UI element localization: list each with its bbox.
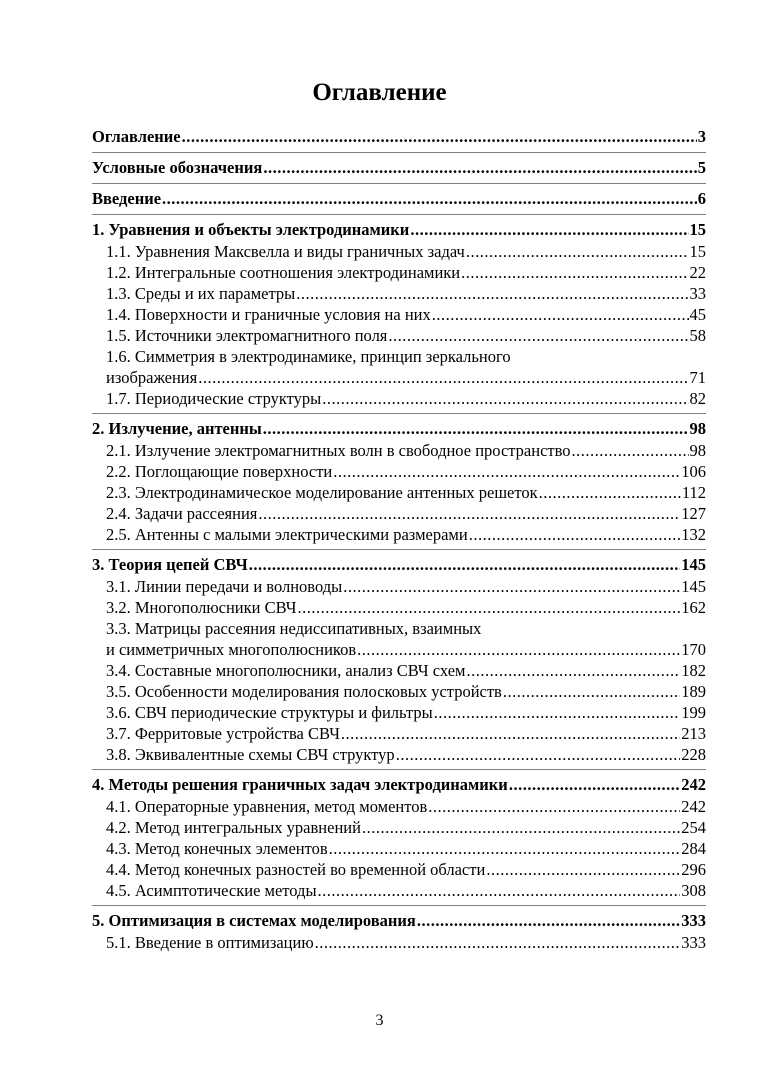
toc-entry-page: 106 [681, 462, 706, 481]
toc-subentry[interactable] [92, 681, 706, 702]
toc-entry-page: 145 [681, 577, 706, 596]
dot-leader [298, 597, 681, 618]
toc-subentry[interactable] [92, 482, 706, 503]
toc-subentry[interactable] [92, 660, 706, 681]
toc-entry[interactable] [92, 774, 706, 796]
toc-entry-label: изображения [106, 368, 198, 387]
toc-entry-label: Оглавление [92, 127, 181, 146]
toc-entry-label: 5. Оптимизация в системах моделирования [92, 911, 416, 930]
toc-entry-page: 82 [689, 389, 706, 408]
toc-entry-label: 2. Излучение, антенны [92, 419, 262, 438]
toc-subentry[interactable] [92, 859, 706, 880]
toc-section [92, 184, 706, 215]
dot-leader [318, 880, 681, 901]
toc-entry-page: 242 [681, 797, 706, 816]
toc-subentry-continuation[interactable] [92, 367, 706, 388]
toc-subentry[interactable] [92, 304, 706, 325]
dot-leader [503, 681, 680, 702]
toc-subentry-first-line[interactable]: 1.6. Симметрия в электродинамике, принцип зеркального [106, 347, 511, 366]
toc-entry-label: 3.4. Составные многополюсники, анализ СВЧ схем [106, 661, 466, 680]
dot-leader [329, 838, 681, 859]
toc-subentry[interactable] [92, 503, 706, 524]
toc-subentry-continuation[interactable] [92, 639, 706, 660]
toc-entry-label: Введение [92, 189, 162, 208]
toc-section [92, 550, 706, 770]
toc-entry-page: 333 [681, 911, 706, 930]
dot-leader [461, 262, 688, 283]
toc-entry-page: 162 [681, 598, 706, 617]
toc-entry-page: 145 [681, 555, 706, 574]
dot-leader [249, 554, 681, 576]
toc-entry-label: 2.2. Поглощающие поверхности [106, 462, 333, 481]
toc-subentry[interactable] [92, 702, 706, 723]
toc-entry-page: 254 [681, 818, 706, 837]
page-number: 3 [375, 1012, 384, 1029]
toc-section [92, 153, 706, 184]
toc-entry-label: 4.4. Метод конечных разностей во временной области [106, 860, 486, 879]
toc-entry-label: 3.2. Многополюсники СВЧ [106, 598, 297, 617]
toc-entry-label: 2.5. Антенны с малыми электрическими размерами [106, 525, 468, 544]
toc-section [92, 215, 706, 414]
toc-entry[interactable] [92, 554, 706, 576]
dot-leader [333, 461, 680, 482]
toc-section [92, 414, 706, 550]
toc-subentry[interactable] [92, 524, 706, 545]
toc-entry-page: 199 [681, 703, 706, 722]
toc-entry-label: 1.4. Поверхности и граничные условия на них [106, 305, 431, 324]
dot-leader [434, 702, 681, 723]
table-of-contents [92, 122, 706, 957]
dot-leader [315, 932, 681, 953]
toc-entry[interactable] [92, 188, 706, 210]
toc-subentry[interactable] [92, 262, 706, 283]
toc-entry-page: 189 [681, 682, 706, 701]
toc-entry-page: 284 [681, 839, 706, 858]
toc-entry[interactable] [92, 219, 706, 241]
toc-entry-label: 1.1. Уравнения Максвелла и виды граничных задач [106, 242, 465, 261]
dot-leader [322, 388, 688, 409]
page-title: Оглавление [312, 79, 447, 106]
toc-entry-label: 4. Методы решения граничных задач электродинамики [92, 775, 508, 794]
toc-entry-page: 333 [681, 933, 706, 952]
toc-entry-page: 182 [681, 661, 706, 680]
dot-leader [410, 219, 688, 241]
toc-entry-label: 1.3. Среды и их параметры [106, 284, 296, 303]
dot-leader [162, 188, 697, 210]
toc-entry-page: 15 [689, 220, 706, 239]
dot-leader [362, 817, 680, 838]
toc-subentry[interactable] [92, 461, 706, 482]
toc-subentry[interactable] [92, 932, 706, 953]
toc-subentry-first-line[interactable]: 3.3. Матрицы рассеяния недиссипативных, взаимных [106, 619, 482, 638]
dot-leader [432, 304, 689, 325]
toc-subentry[interactable] [92, 597, 706, 618]
dot-leader [388, 325, 688, 346]
toc-entry-label: 1.5. Источники электромагнитного поля [106, 326, 388, 345]
toc-subentry[interactable] [92, 880, 706, 901]
toc-entry-page: 58 [689, 326, 706, 345]
dot-leader [466, 660, 680, 681]
toc-entry-label: и симметричных многополюсников [106, 640, 357, 659]
toc-entry-page: 112 [681, 483, 706, 502]
toc-entry-label: 3.1. Линии передачи и волноводы [106, 577, 343, 596]
toc-subentry[interactable] [92, 838, 706, 859]
toc-entry-label: 4.1. Операторные уравнения, метод моментов [106, 797, 428, 816]
toc-entry[interactable] [92, 910, 706, 932]
toc-entry-label: 3.6. СВЧ периодические структуры и фильтры [106, 703, 433, 722]
toc-entry-label: 2.3. Электродинамическое моделирование антенных решеток [106, 483, 538, 502]
toc-entry-label: 4.3. Метод конечных элементов [106, 839, 328, 858]
toc-subentry[interactable] [92, 283, 706, 304]
toc-subentry[interactable] [92, 817, 706, 838]
toc-entry-page: 308 [681, 881, 706, 900]
dot-leader [469, 524, 681, 545]
toc-entry-page: 132 [681, 525, 706, 544]
toc-entry-page: 22 [689, 263, 706, 282]
dot-leader [428, 796, 680, 817]
dot-leader [296, 283, 688, 304]
dot-leader [198, 367, 688, 388]
toc-entry-label: 1.2. Интегральные соотношения электродинамики [106, 263, 461, 282]
toc-entry-label: 4.5. Асимптотические методы [106, 881, 317, 900]
toc-section [92, 122, 706, 153]
toc-entry-page: 6 [697, 189, 706, 208]
toc-entry-page: 127 [681, 504, 706, 523]
toc-entry[interactable] [92, 157, 706, 179]
dot-leader [263, 157, 696, 179]
toc-section [92, 770, 706, 906]
toc-subentry[interactable] [92, 388, 706, 409]
dot-leader [343, 576, 680, 597]
toc-entry-label: 2.1. Излучение электромагнитных волн в свободное пространство [106, 441, 571, 460]
dot-leader [341, 723, 680, 744]
dot-leader [357, 639, 680, 660]
toc-entry-page: 3 [697, 127, 706, 146]
toc-entry-page: 170 [681, 640, 706, 659]
dot-leader [258, 503, 680, 524]
toc-entry-page: 5 [697, 158, 706, 177]
toc-subentry[interactable] [92, 744, 706, 765]
toc-entry-label: 5.1. Введение в оптимизацию [106, 933, 314, 952]
toc-entry-label: 3.8. Эквивалентные схемы СВЧ структур [106, 745, 395, 764]
toc-entry-page: 228 [681, 745, 706, 764]
dot-leader [263, 418, 689, 440]
dot-leader [182, 126, 697, 148]
dot-leader [572, 440, 689, 461]
toc-entry[interactable] [92, 418, 706, 440]
toc-entry-label: 1. Уравнения и объекты электродинамики [92, 220, 410, 239]
toc-entry-label: 3.7. Ферритовые устройства СВЧ [106, 724, 340, 743]
dot-leader [486, 859, 680, 880]
toc-subentry[interactable] [92, 241, 706, 262]
dot-leader [539, 482, 681, 503]
toc-subentry[interactable] [92, 325, 706, 346]
toc-entry-page: 242 [681, 775, 706, 794]
toc-entry-page: 15 [689, 242, 706, 261]
toc-subentry[interactable] [92, 796, 706, 817]
toc-entry-page: 45 [689, 305, 706, 324]
toc-section [92, 906, 706, 957]
toc-entry-page: 33 [689, 284, 706, 303]
toc-entry-page: 98 [689, 441, 706, 460]
dot-leader [417, 910, 680, 932]
toc-subentry[interactable] [92, 576, 706, 597]
toc-entry-label: 1.7. Периодические структуры [106, 389, 322, 408]
toc-entry-page: 296 [681, 860, 706, 879]
toc-subentry[interactable] [92, 440, 706, 461]
toc-entry-page: 98 [689, 419, 706, 438]
toc-entry-page: 213 [681, 724, 706, 743]
toc-entry-label: 3.5. Особенности моделирования полосковых устройств [106, 682, 502, 701]
toc-entry-label: 2.4. Задачи рассеяния [106, 504, 258, 523]
dot-leader [466, 241, 689, 262]
toc-entry-label: Условные обозначения [92, 158, 263, 177]
toc-entry-page: 71 [689, 368, 706, 387]
toc-entry[interactable] [92, 126, 706, 148]
toc-entry-label: 3. Теория цепей СВЧ [92, 555, 248, 574]
dot-leader [509, 774, 680, 796]
toc-entry-label: 4.2. Метод интегральных уравнений [106, 818, 361, 837]
toc-subentry[interactable] [92, 723, 706, 744]
dot-leader [396, 744, 681, 765]
